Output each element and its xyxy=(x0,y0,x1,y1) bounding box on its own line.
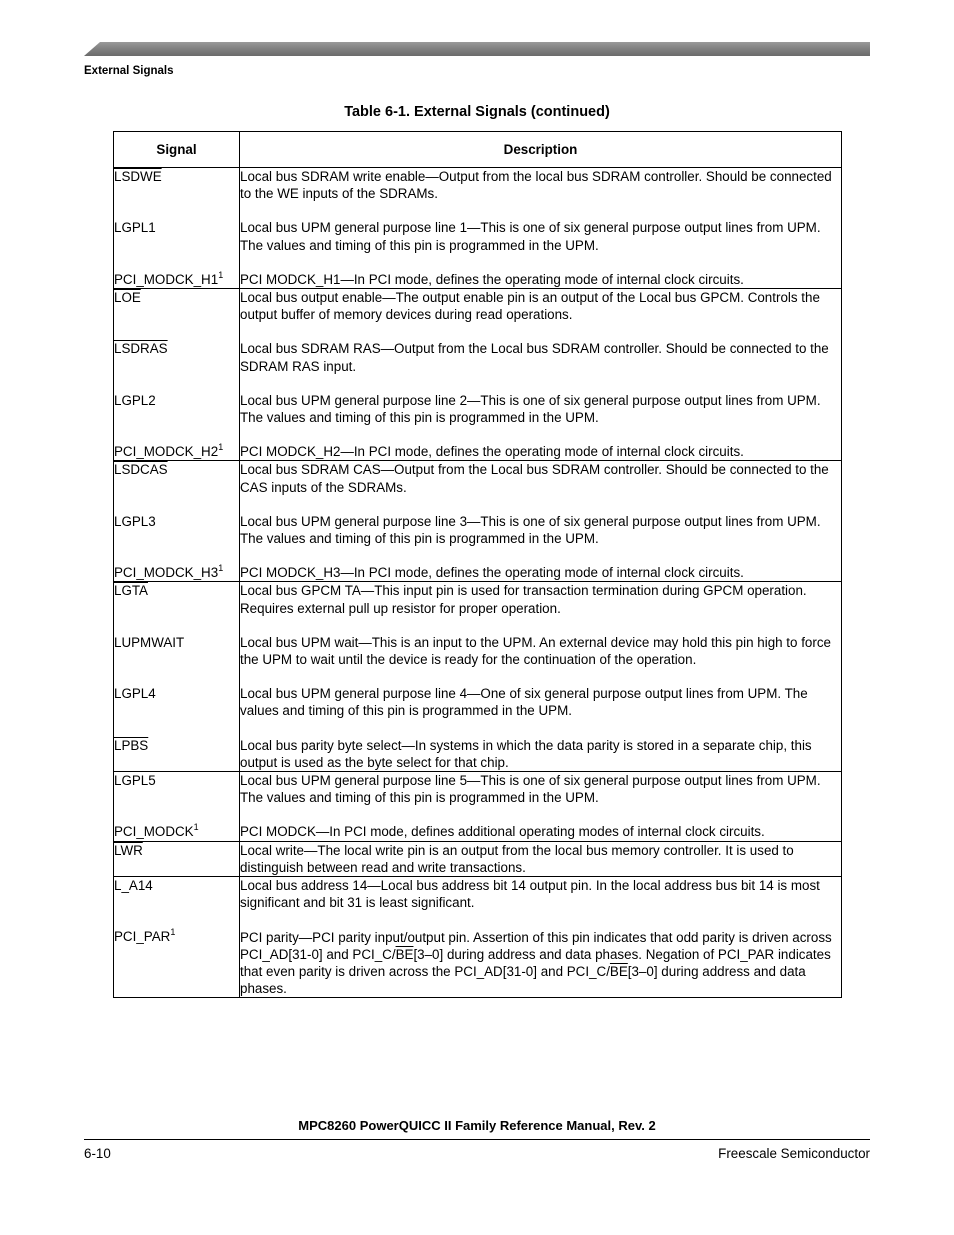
signal-description: Local bus UPM wait—This is an input to the UPM. An external device may hold this pin high to force the UPM to wait until the device is ready for the continuation of the operation. xyxy=(240,634,831,668)
signal-cell xyxy=(114,461,240,582)
signal-cell xyxy=(114,289,240,461)
column-header-description: Description xyxy=(240,132,842,168)
signal-cell xyxy=(114,582,240,772)
description-cell xyxy=(240,461,842,582)
signal-description: PCI MODCK_H3—In PCI mode, defines the operating mode of internal clock circuits. xyxy=(240,565,744,581)
signal-description: Local bus GPCM TA—This input pin is used for transaction termination during GPCM operation. Requires external pull up resistor for proper operation. xyxy=(240,583,807,616)
signal-description: Local bus SDRAM RAS—Output from the Local bus SDRAM controller. Should be connected to the SDRAM RAS input. xyxy=(240,341,829,374)
signal-entry xyxy=(114,219,239,253)
description-cell xyxy=(240,877,842,998)
section-label: External Signals xyxy=(84,65,174,77)
signal-description: Local bus UPM general purpose line 5—This is one of six general purpose output lines from UPM. The values and timing of this pin is programmed in the UPM. xyxy=(240,773,821,806)
signal-name: PCI_MODCK xyxy=(114,824,194,840)
signal-entry xyxy=(114,443,239,460)
signal-description: PCI MODCK—In PCI mode, defines additional operating modes of internal clock circuits. xyxy=(240,824,765,840)
signal-entry xyxy=(114,772,239,806)
signal-name: LGPL1 xyxy=(114,220,156,236)
signal-entry xyxy=(114,392,239,426)
table-row xyxy=(114,841,842,876)
signal-description: Local write—The local write pin is an output from the local bus memory controller. It is used to distinguish between read and write transactions. xyxy=(240,842,794,875)
signal-name: LSDRAS xyxy=(114,341,168,357)
description-cell xyxy=(240,582,842,772)
signal-cell xyxy=(114,877,240,998)
signal-name: PCI_MODCK_H3 xyxy=(114,565,219,581)
footnote-marker: 1 xyxy=(218,442,224,453)
footnote-marker: 1 xyxy=(218,269,224,280)
signal-name: LSDWE xyxy=(114,169,162,184)
manual-title: MPC8260 PowerQUICC II Family Reference Manual, Rev. 2 xyxy=(298,1118,656,1133)
signal-cell xyxy=(114,772,240,842)
signal-name: $\overline{LWR}$ xyxy=(114,842,143,858)
signal-cell xyxy=(114,168,240,289)
signal-entry xyxy=(114,634,239,668)
signal-description: Local bus output enable—The output enable pin is an output of the Local bus GPCM. Controls the output buffer of memory devices during read operations. xyxy=(240,290,820,323)
overbar-text: $\overline{BE}$ xyxy=(609,963,628,979)
signal-name: LGPL5 xyxy=(114,773,156,789)
signal-entry xyxy=(114,513,239,547)
signal-description: Local bus UPM general purpose line 2—This is one of six general purpose output lines from UPM. The values and timing of this pin is programmed in the UPM. xyxy=(240,392,821,426)
signal-entry xyxy=(114,461,239,495)
footnote-marker: 1 xyxy=(218,563,224,574)
signal-name: L_A14 xyxy=(114,878,153,894)
signal-description: Local bus address 14—Local bus address bit 14 output pin. In the local address bus bit 14 is most significant and bit 31 is least significant. xyxy=(240,878,820,911)
signal-description: PCI MODCK_H2—In PCI mode, defines the operating mode of internal clock circuits. xyxy=(240,444,744,460)
table-row xyxy=(114,772,842,842)
signal-entry xyxy=(114,168,239,202)
description-cell xyxy=(240,841,842,876)
description-cell xyxy=(240,168,842,289)
table-row xyxy=(114,582,842,772)
company-name: Freescale Semiconductor xyxy=(718,1146,870,1161)
signal-cell xyxy=(114,841,240,876)
signal-entry xyxy=(114,271,239,288)
signal-name: LGPL2 xyxy=(114,392,156,408)
signal-description: Local bus SDRAM CAS—Output from the Local bus SDRAM controller. Should be connected to the CAS inputs of the SDRAMs. xyxy=(240,462,829,495)
table-body xyxy=(114,168,842,998)
signal-description: Local bus UPM general purpose line 4—One of six general purpose output lines from UPM. The values and timing of this pin is programmed in the UPM. xyxy=(240,686,808,719)
signal-entry xyxy=(114,842,239,876)
signal-description: Local bus UPM general purpose line 1—This is one of six general purpose output lines from UPM. The values and timing of this pin is programmed in the UPM. xyxy=(240,220,821,253)
signal-name: LGPL3 xyxy=(114,513,156,529)
description-text: [3–0] during address and data phases. xyxy=(240,963,806,997)
signal-description: Local bus SDRAM write enable—Output from the local bus SDRAM controller. Should be connected to the WE inputs of the SDRAMs. xyxy=(240,169,832,202)
signal-description: Local bus UPM general purpose line 3—This is one of six general purpose output lines from UPM. The values and timing of this pin is programmed in the UPM. xyxy=(240,513,821,547)
signal-name: LGTA xyxy=(114,583,148,599)
signal-entry xyxy=(114,877,239,911)
overbar-text: $\overline{BE}$ xyxy=(395,946,414,962)
page-number: 6-10 xyxy=(84,1146,111,1161)
signal-entry xyxy=(114,564,239,581)
signal-description: PCI MODCK_H1—In PCI mode, defines the operating mode of internal clock circuits. xyxy=(240,271,744,287)
signal-entry xyxy=(114,823,239,840)
footnote-marker: 1 xyxy=(193,822,199,833)
signals-table xyxy=(113,131,842,998)
description-cell xyxy=(240,772,842,842)
signal-entry xyxy=(114,289,239,323)
column-header-signal: Signal xyxy=(114,132,240,168)
signal-entry xyxy=(114,340,239,374)
table-row xyxy=(114,461,842,582)
table-row xyxy=(114,289,842,461)
description-text: [3–0] during address and data phases. Negation of PCI_PAR indicates that even parity is driven across the PCI_AD[31-0] and PCI_C/ xyxy=(240,946,831,979)
signal-name: PCI_MODCK_H1 xyxy=(114,271,219,287)
signal-name: LPBS xyxy=(114,737,149,753)
footer-rule xyxy=(84,1139,870,1140)
table-row xyxy=(114,168,842,289)
table-row xyxy=(114,877,842,998)
signal-entry xyxy=(114,582,239,616)
description-text: PCI parity—PCI parity input/output pin. Assertion of this pin indicates that odd parity is driven across PCI_AD[31-0] and PCI_C/ xyxy=(240,929,832,962)
table-header-row xyxy=(114,132,842,168)
signal-description xyxy=(240,929,841,998)
header-bar xyxy=(84,42,870,56)
footnote-marker: 1 xyxy=(170,927,176,938)
signal-entry xyxy=(114,928,239,997)
signal-name: LUPMWAIT xyxy=(114,634,185,650)
signal-entry xyxy=(114,685,239,719)
signal-name: PCI_PAR xyxy=(114,929,171,945)
signal-entry xyxy=(114,737,239,771)
signal-name: PCI_MODCK_H2 xyxy=(114,444,219,460)
signal-name: $\overline{LOE}$ xyxy=(114,290,141,306)
table-title: Table 6-1. External Signals (continued) xyxy=(344,104,610,120)
signal-name: LGPL4 xyxy=(114,686,156,702)
description-cell xyxy=(240,289,842,461)
signal-name: LSDCAS xyxy=(114,462,168,478)
signal-description: Local bus parity byte select—In systems in which the data parity is stored in a separate chip, this output is used as the byte select for that chip. xyxy=(240,737,812,770)
